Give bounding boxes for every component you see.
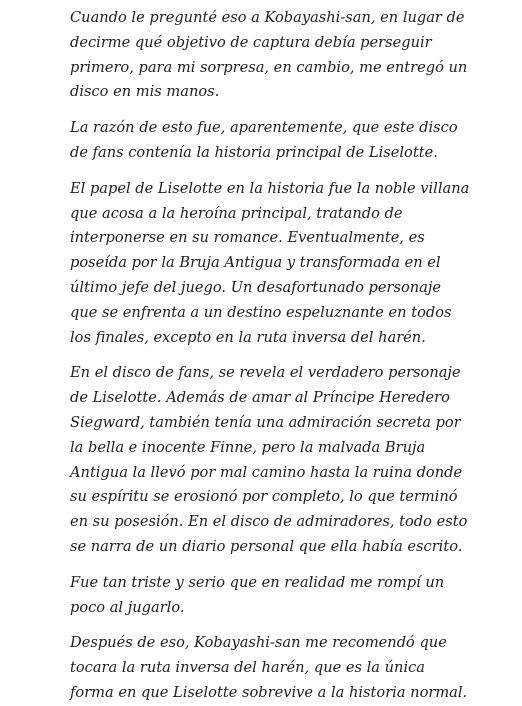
paragraph-5: Fue tan triste y serio que en realidad me rompí un poco al jugarlo.	[70, 573, 445, 616]
paragraph-3: El papel de Liselotte en la historia fue la noble villana que acosa a la heroína principal, tratando de interponerse en su romance. Eventualmente, es poseída por la Bruja Antigua y transformada en el último jefe del juego. Un desafortunado personaje que se enfrenta a un destino espeluznante en todos los finales, excepto en la ruta inversa del harén.	[70, 179, 470, 346]
paragraph-1: Cuando le pregunté eso a Kobayashi-san, en lugar de decirme qué objetivo de captura debía perseguir primero, para mi sorpresa, en cambio, me entregó un disco en mis manos.	[70, 9, 468, 101]
paragraph-6: Después de eso, Kobayashi-san me recomendó que tocara la ruta inversa del harén, que es la única forma en que Liselotte sobrevive a la historia normal.	[70, 634, 468, 701]
paragraph-2: La razón de esto fue, aparentemente, que este disco de fans contenía la historia principal de Liselotte.	[70, 119, 458, 161]
paragraph-4: En el disco de fans, se revela el verdadero personaje de Liselotte. Además de amar al Príncipe Heredero Siegward, también tenía una admiración secreta por la bella e inocente Finne, pero la malvada Bruja Antigua la llevó por mal camino hasta la ruina donde su espíritu se erosionó por completo, lo que terminó en su posesión. En el disco de admiradores, todo esto se narra de un diario personal que ella había escrito.	[70, 364, 468, 555]
